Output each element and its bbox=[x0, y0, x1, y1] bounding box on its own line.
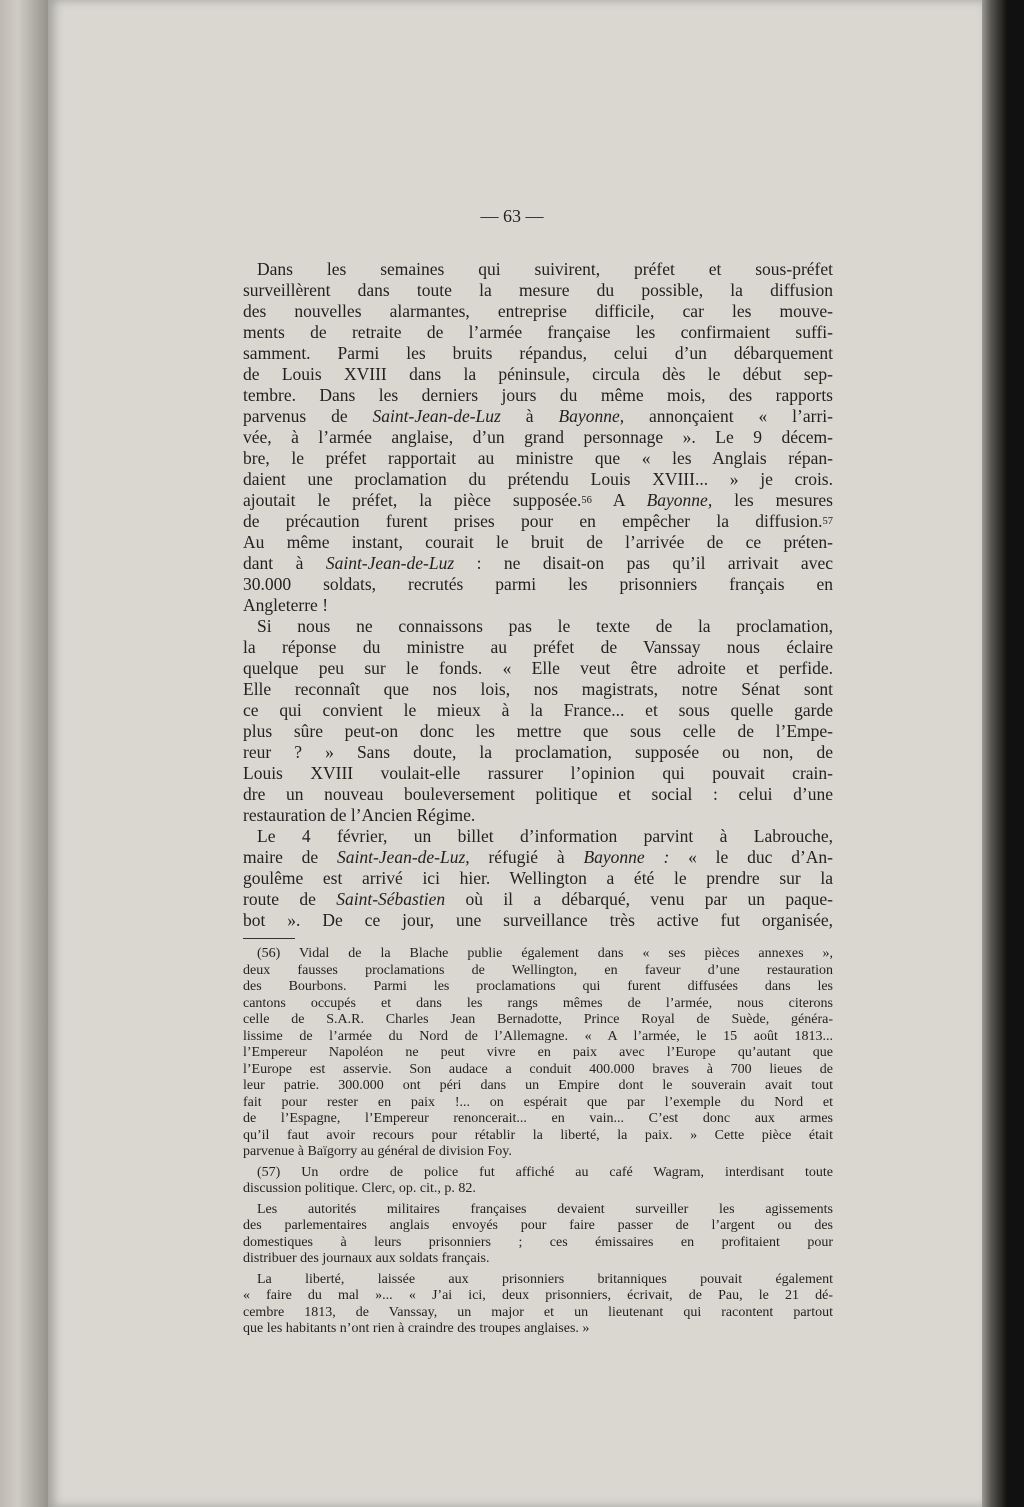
text-line bbox=[243, 658, 833, 679]
text-line bbox=[243, 322, 833, 343]
text-segment: ments de retraite de l’armée française les confirmaient suffi- bbox=[243, 322, 833, 342]
text-segment: Le 4 février, un billet d’information parvint à Labrouche, bbox=[257, 826, 833, 846]
footnote-line bbox=[243, 979, 833, 996]
text-segment: maire de bbox=[243, 847, 337, 867]
text-line bbox=[243, 868, 833, 889]
text-line bbox=[243, 847, 833, 868]
text-segment: fait pour rester en paix !... on espérait que par l’exemple du Nord et bbox=[243, 1094, 833, 1110]
text-segment: des parlementaires anglais envoyés pour faire passer de l’argent ou des bbox=[243, 1218, 833, 1233]
text-segment: discussion politique. Clerc, op. cit., p. 82. bbox=[243, 1181, 476, 1196]
footnote-line bbox=[243, 946, 833, 963]
text-segment: surveillèrent dans toute la mesure du possible, la diffusion bbox=[243, 280, 833, 300]
footnote-line bbox=[243, 1095, 833, 1112]
footnote-separator bbox=[243, 938, 295, 939]
text-line bbox=[243, 784, 833, 805]
text-segment: deux fausses proclamations de Wellington, en faveur d’une restauration bbox=[243, 962, 833, 978]
italic-text: Saint-Jean-de-Luz, bbox=[336, 847, 470, 867]
text-segment: réfugié à bbox=[469, 847, 584, 867]
text-segment: daient une proclamation du prétendu Louis XVIII... » je crois. bbox=[243, 469, 833, 489]
text-segment: Si nous ne connaissons pas le texte de la proclamation, bbox=[257, 616, 833, 636]
body-text bbox=[243, 259, 833, 931]
text-line bbox=[243, 532, 833, 553]
text-segment: restauration de l’Ancien Régime. bbox=[243, 805, 476, 825]
italic-text: Bayonne, bbox=[558, 406, 625, 426]
text-segment: Les autorités militaires françaises devaient surveiller les agissements bbox=[257, 1201, 833, 1217]
text-segment: de précaution furent prises pour en empêcher la diffusion. bbox=[243, 511, 823, 531]
text-segment: domestiques à leurs prisonniers ; ces émissaires en profitaient pour bbox=[243, 1234, 833, 1250]
text-line bbox=[243, 301, 833, 322]
text-segment: « faire du mal »... « J’ai ici, deux prisonniers, écrivait, de Pau, le 21 dé- bbox=[243, 1288, 833, 1303]
text-line bbox=[243, 721, 833, 742]
text-line bbox=[243, 679, 833, 700]
text-segment: de l’Espagne, l’Empereur renoncerait... en vain... C’est donc aux armes bbox=[243, 1111, 833, 1126]
text-line bbox=[243, 259, 833, 280]
text-segment: cantons occupés et dans les rangs mêmes de l’armée, nous citerons bbox=[243, 995, 833, 1011]
footnote-line bbox=[243, 1078, 833, 1095]
text-line bbox=[243, 616, 833, 637]
text-segment: celle de S.A.R. Charles Jean Bernadotte, Prince Royal de Suède, généra- bbox=[243, 1012, 833, 1027]
text-segment: ajoutait le préfet, la pièce supposée. bbox=[243, 490, 582, 510]
text-segment: la réponse du ministre au préfet de Vanssay nous éclaire bbox=[243, 637, 833, 657]
text-segment: dre un nouveau bouleversement politique et social : celui d’une bbox=[243, 784, 833, 804]
italic-text: Saint-Jean-de-Luz bbox=[325, 553, 455, 573]
text-line bbox=[243, 511, 833, 532]
text-segment: leur patrie. 300.000 ont péri dans un Empire dont le souverain avait tout bbox=[243, 1078, 833, 1093]
text-segment: A bbox=[591, 490, 647, 510]
text-segment: que les habitants n’ont rien à craindre des troupes anglaises. » bbox=[243, 1321, 590, 1336]
text-segment: où il a débarqué, venu par un paque- bbox=[445, 889, 833, 909]
text-segment: 30.000 soldats, recrutés parmi les prisonniers français en bbox=[243, 574, 833, 594]
footnote-line bbox=[243, 1045, 833, 1062]
footnote-line bbox=[243, 1144, 833, 1161]
italic-text: Saint-Sébastien bbox=[336, 889, 446, 909]
text-segment: l’Europe est asservie. Son audace a conduit 400.000 braves à 700 lieues de bbox=[243, 1061, 833, 1077]
text-segment: vée, à l’armée anglaise, d’un grand personnage ». Le 9 décem- bbox=[243, 427, 833, 447]
footnote-line bbox=[243, 1202, 833, 1219]
text-line bbox=[243, 385, 833, 406]
text-segment: plus sûre peut-on donc les mettre que sous celle de l’Empe- bbox=[243, 721, 833, 741]
footnote-ref: 57 bbox=[822, 515, 833, 527]
footnote-line bbox=[243, 1128, 833, 1145]
text-segment: Angleterre ! bbox=[243, 595, 329, 615]
text-segment: goulême est arrivé ici hier. Wellington a été le prendre sur la bbox=[243, 868, 833, 888]
text-segment: à bbox=[500, 406, 559, 426]
text-segment: ce qui convient le mieux à la France... et sous quelle garde bbox=[243, 700, 833, 720]
text-line bbox=[243, 343, 833, 364]
text-segment: dant à bbox=[243, 553, 326, 573]
footnote-line bbox=[243, 1165, 833, 1182]
text-segment: des Bourbons. Parmi les proclamations qui furent diffusées dans les bbox=[243, 979, 833, 994]
footnote-line bbox=[243, 1062, 833, 1079]
text-line bbox=[243, 553, 833, 574]
footnote-line bbox=[243, 1218, 833, 1235]
text-segment: « le duc d’An- bbox=[669, 847, 833, 867]
footnote-line bbox=[243, 1181, 833, 1198]
text-segment: l’Empereur Napoléon ne peut vivre en paix avec l’Europe qu’autant que bbox=[243, 1045, 833, 1060]
text-segment: qu’il faut avoir recours pour rétablir la liberté, la paix. » Cette pièce était bbox=[243, 1127, 833, 1143]
text-line bbox=[243, 595, 833, 616]
footnote-line bbox=[243, 963, 833, 980]
text-line bbox=[243, 805, 833, 826]
text-line bbox=[243, 763, 833, 784]
text-segment: distribuer des journaux aux soldats français. bbox=[243, 1251, 490, 1266]
text-line bbox=[243, 406, 833, 427]
text-line bbox=[243, 364, 833, 385]
text-segment: : ne disait-on pas qu’il arrivait avec bbox=[454, 553, 833, 573]
text-line bbox=[243, 889, 833, 910]
text-segment: parvenus de bbox=[243, 406, 373, 426]
text-line bbox=[243, 826, 833, 847]
italic-text: Bayonne : bbox=[583, 847, 670, 867]
page-number: — 63 — bbox=[480, 206, 544, 226]
text-segment: lissime de l’armée du Nord de l’Allemagne. « A l’armée, le 15 août 1813... bbox=[243, 1028, 833, 1044]
text-segment: Dans les semaines qui suivirent, préfet et sous-préfet bbox=[257, 259, 833, 279]
italic-text: Bayonne, bbox=[646, 490, 713, 510]
text-segment: les mesures bbox=[712, 490, 833, 510]
text-line bbox=[243, 910, 833, 931]
text-line bbox=[243, 742, 833, 763]
footnote-line bbox=[243, 1272, 833, 1289]
footnote-line bbox=[243, 1111, 833, 1128]
text-line bbox=[243, 700, 833, 721]
footnote-line bbox=[243, 1251, 833, 1268]
text-segment: de Louis XVIII dans la péninsule, circula dès le début sep- bbox=[243, 364, 833, 384]
text-segment: des nouvelles alarmantes, entreprise difficile, car les mouve- bbox=[243, 301, 833, 321]
footnote-line bbox=[243, 1305, 833, 1322]
text-segment: (57) Un ordre de police fut affiché au café Wagram, interdisant toute bbox=[257, 1164, 833, 1180]
footnote-line bbox=[243, 1321, 833, 1338]
text-segment: samment. Parmi les bruits répandus, celui d’un débarquement bbox=[243, 343, 833, 363]
text-line bbox=[243, 448, 833, 469]
footnote-line bbox=[243, 1288, 833, 1305]
text-segment: bre, le préfet rapportait au ministre que « les Anglais répan- bbox=[243, 448, 833, 468]
text-segment: Louis XVIII voulait-elle rassurer l’opinion qui pouvait crain- bbox=[243, 763, 833, 783]
footnotes bbox=[243, 946, 833, 1338]
text-line bbox=[243, 637, 833, 658]
italic-text: Saint-Jean-de-Luz bbox=[372, 406, 501, 426]
footnote-line bbox=[243, 1029, 833, 1046]
text-segment: annonçaient « l’arri- bbox=[624, 406, 833, 426]
text-segment: tembre. Dans les derniers jours du même mois, des rapports bbox=[243, 385, 833, 405]
text-segment: cembre 1813, de Vanssay, un major et un lieutenant qui racontent partout bbox=[243, 1304, 833, 1320]
text-segment: (56) Vidal de la Blache publie également dans « ses pièces annexes », bbox=[257, 946, 833, 961]
footnote-line bbox=[243, 1012, 833, 1029]
text-segment: Au même instant, courait le bruit de l’arrivée de ce préten- bbox=[243, 532, 833, 552]
text-segment: bot ». De ce jour, une surveillance très active fut organisée, bbox=[243, 910, 833, 930]
text-line bbox=[243, 427, 833, 448]
footnote-line bbox=[243, 1235, 833, 1252]
text-line bbox=[243, 574, 833, 595]
text-segment: route de bbox=[243, 889, 337, 909]
footnote-line bbox=[243, 996, 833, 1013]
text-line bbox=[243, 490, 833, 511]
text-segment: Elle reconnaît que nos lois, nos magistrats, notre Sénat sont bbox=[243, 679, 833, 699]
text-segment: quelque peu sur le fonds. « Elle veut être adroite et perfide. bbox=[243, 658, 833, 678]
footnote-ref: 56 bbox=[581, 494, 592, 506]
text-segment: reur ? » Sans doute, la proclamation, supposée ou non, de bbox=[243, 742, 833, 762]
text-segment: La liberté, laissée aux prisonniers britanniques pouvait également bbox=[257, 1271, 833, 1287]
text-segment: parvenue à Baïgorry au général de division Foy. bbox=[243, 1144, 512, 1159]
text-line bbox=[243, 469, 833, 490]
text-line bbox=[243, 280, 833, 301]
